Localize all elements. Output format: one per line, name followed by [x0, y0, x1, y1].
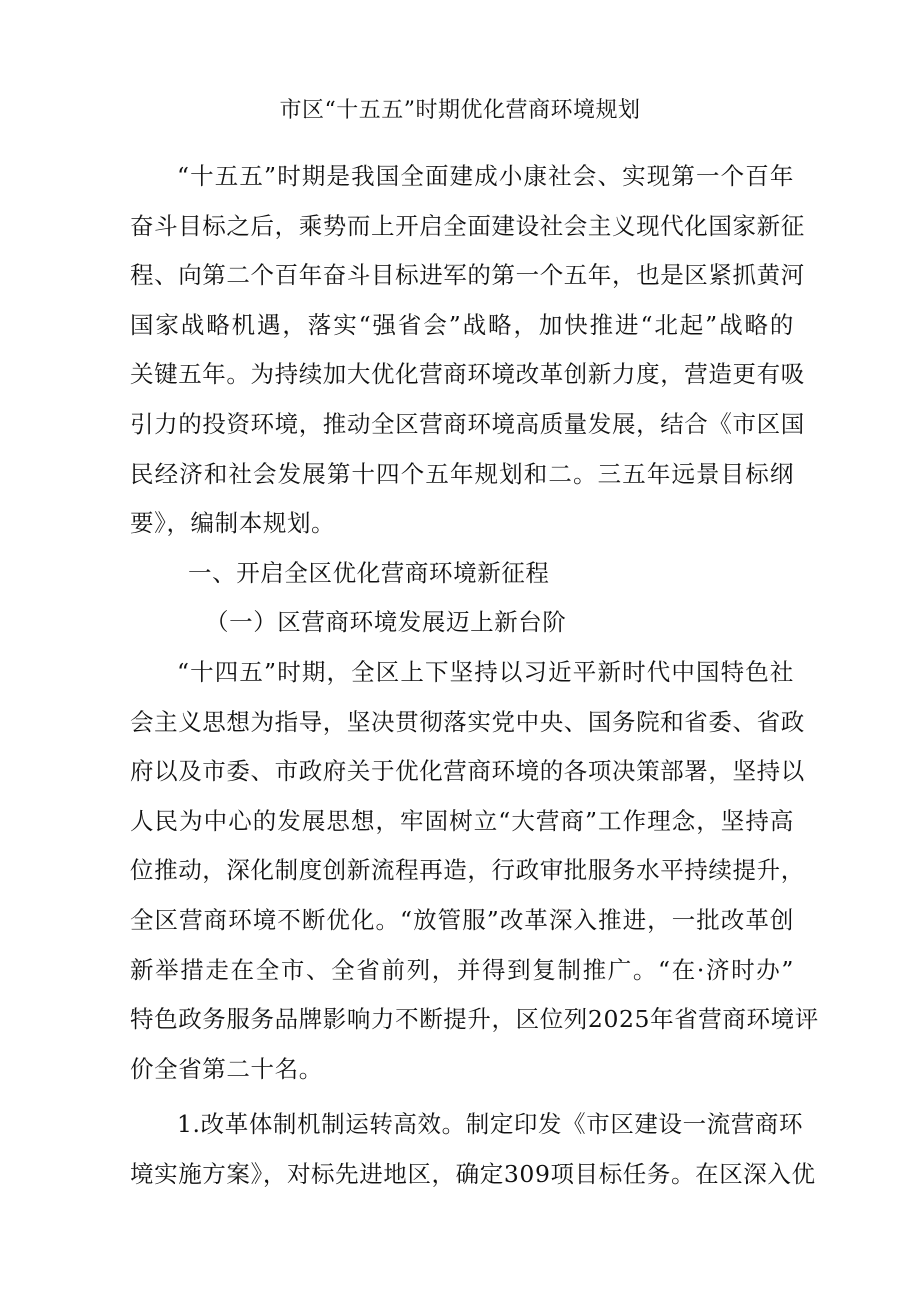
paragraph-1-line-3: 程、向第二个百年奋斗目标进军的第一个五年，也是区紧抓黄河 — [130, 261, 805, 290]
paragraph-1-line-2: 奋斗目标之后，乘势而上开启全面建设社会主义现代化国家新征 — [130, 211, 805, 240]
paragraph-3-line-2: 境实施方案》，对标先进地区，确定309项目标任务。在区深入优 — [130, 1159, 816, 1188]
section-heading: 一、开启全区优化营商环境新征程 — [188, 558, 550, 587]
paragraph-2-line-3: 府以及市委、市政府关于优化营商环境的各项决策部署，坚持以 — [130, 757, 805, 786]
paragraph-3-line-1: 1.改革体制机制运转高效。制定印发《市区建设一流营商环 — [177, 1110, 804, 1139]
document-title: 市区“十五五”时期优化营商环境规划 — [279, 98, 641, 123]
paragraph-1-line-4: 国家战略机遇，落实“强省会”战略，加快推进“北起”战略的 — [130, 310, 794, 339]
paragraph-2-line-8: 特色政务服务品牌影响力不断提升，区位列2025年省营商环境评 — [130, 1005, 819, 1034]
paragraph-2-line-6: 全区营商环境不断优化。“放管服”改革深入推进，一批改革创 — [130, 905, 794, 934]
paragraph-2-line-1: “十四五”时期，全区上下坚持以习近平新时代中国特色社 — [177, 657, 794, 686]
paragraph-1-line-1: “十五五”时期是我国全面建成小康社会、实现第一个百年 — [177, 162, 794, 190]
paragraph-1-line-6: 引力的投资环境，推动全区营商环境高质量发展，结合《市区国 — [130, 409, 805, 438]
paragraph-1-line-8: 要》，编制本规划。 — [130, 509, 336, 538]
paragraph-1-line-5: 关键五年。为持续加大优化营商环境改革创新力度，营造更有吸 — [130, 360, 805, 389]
paragraph-2-line-5: 位推动，深化制度创新流程再造，行政审批服务水平持续提升， — [130, 856, 805, 885]
paragraph-2-line-2: 会主义思想为指导，坚决贯彻落实党中央、国务院和省委、省政 — [130, 707, 805, 736]
paragraph-2-line-7: 新举措走在全市、全省前列，并得到复制推广。“在·济时办” — [130, 955, 794, 984]
paragraph-2-line-4: 人民为中心的发展思想，牢固树立“大营商”工作理念，坚持高 — [130, 806, 794, 835]
paragraph-2-line-9: 价全省第二十名。 — [130, 1054, 323, 1083]
document-body — [130, 152, 819, 1199]
subsection-heading: （一）区营商环境发展迈上新台阶 — [205, 608, 567, 637]
paragraph-1-line-7: 民经济和社会发展第十四个五年规划和二。三五年远景目标纲 — [130, 459, 794, 488]
